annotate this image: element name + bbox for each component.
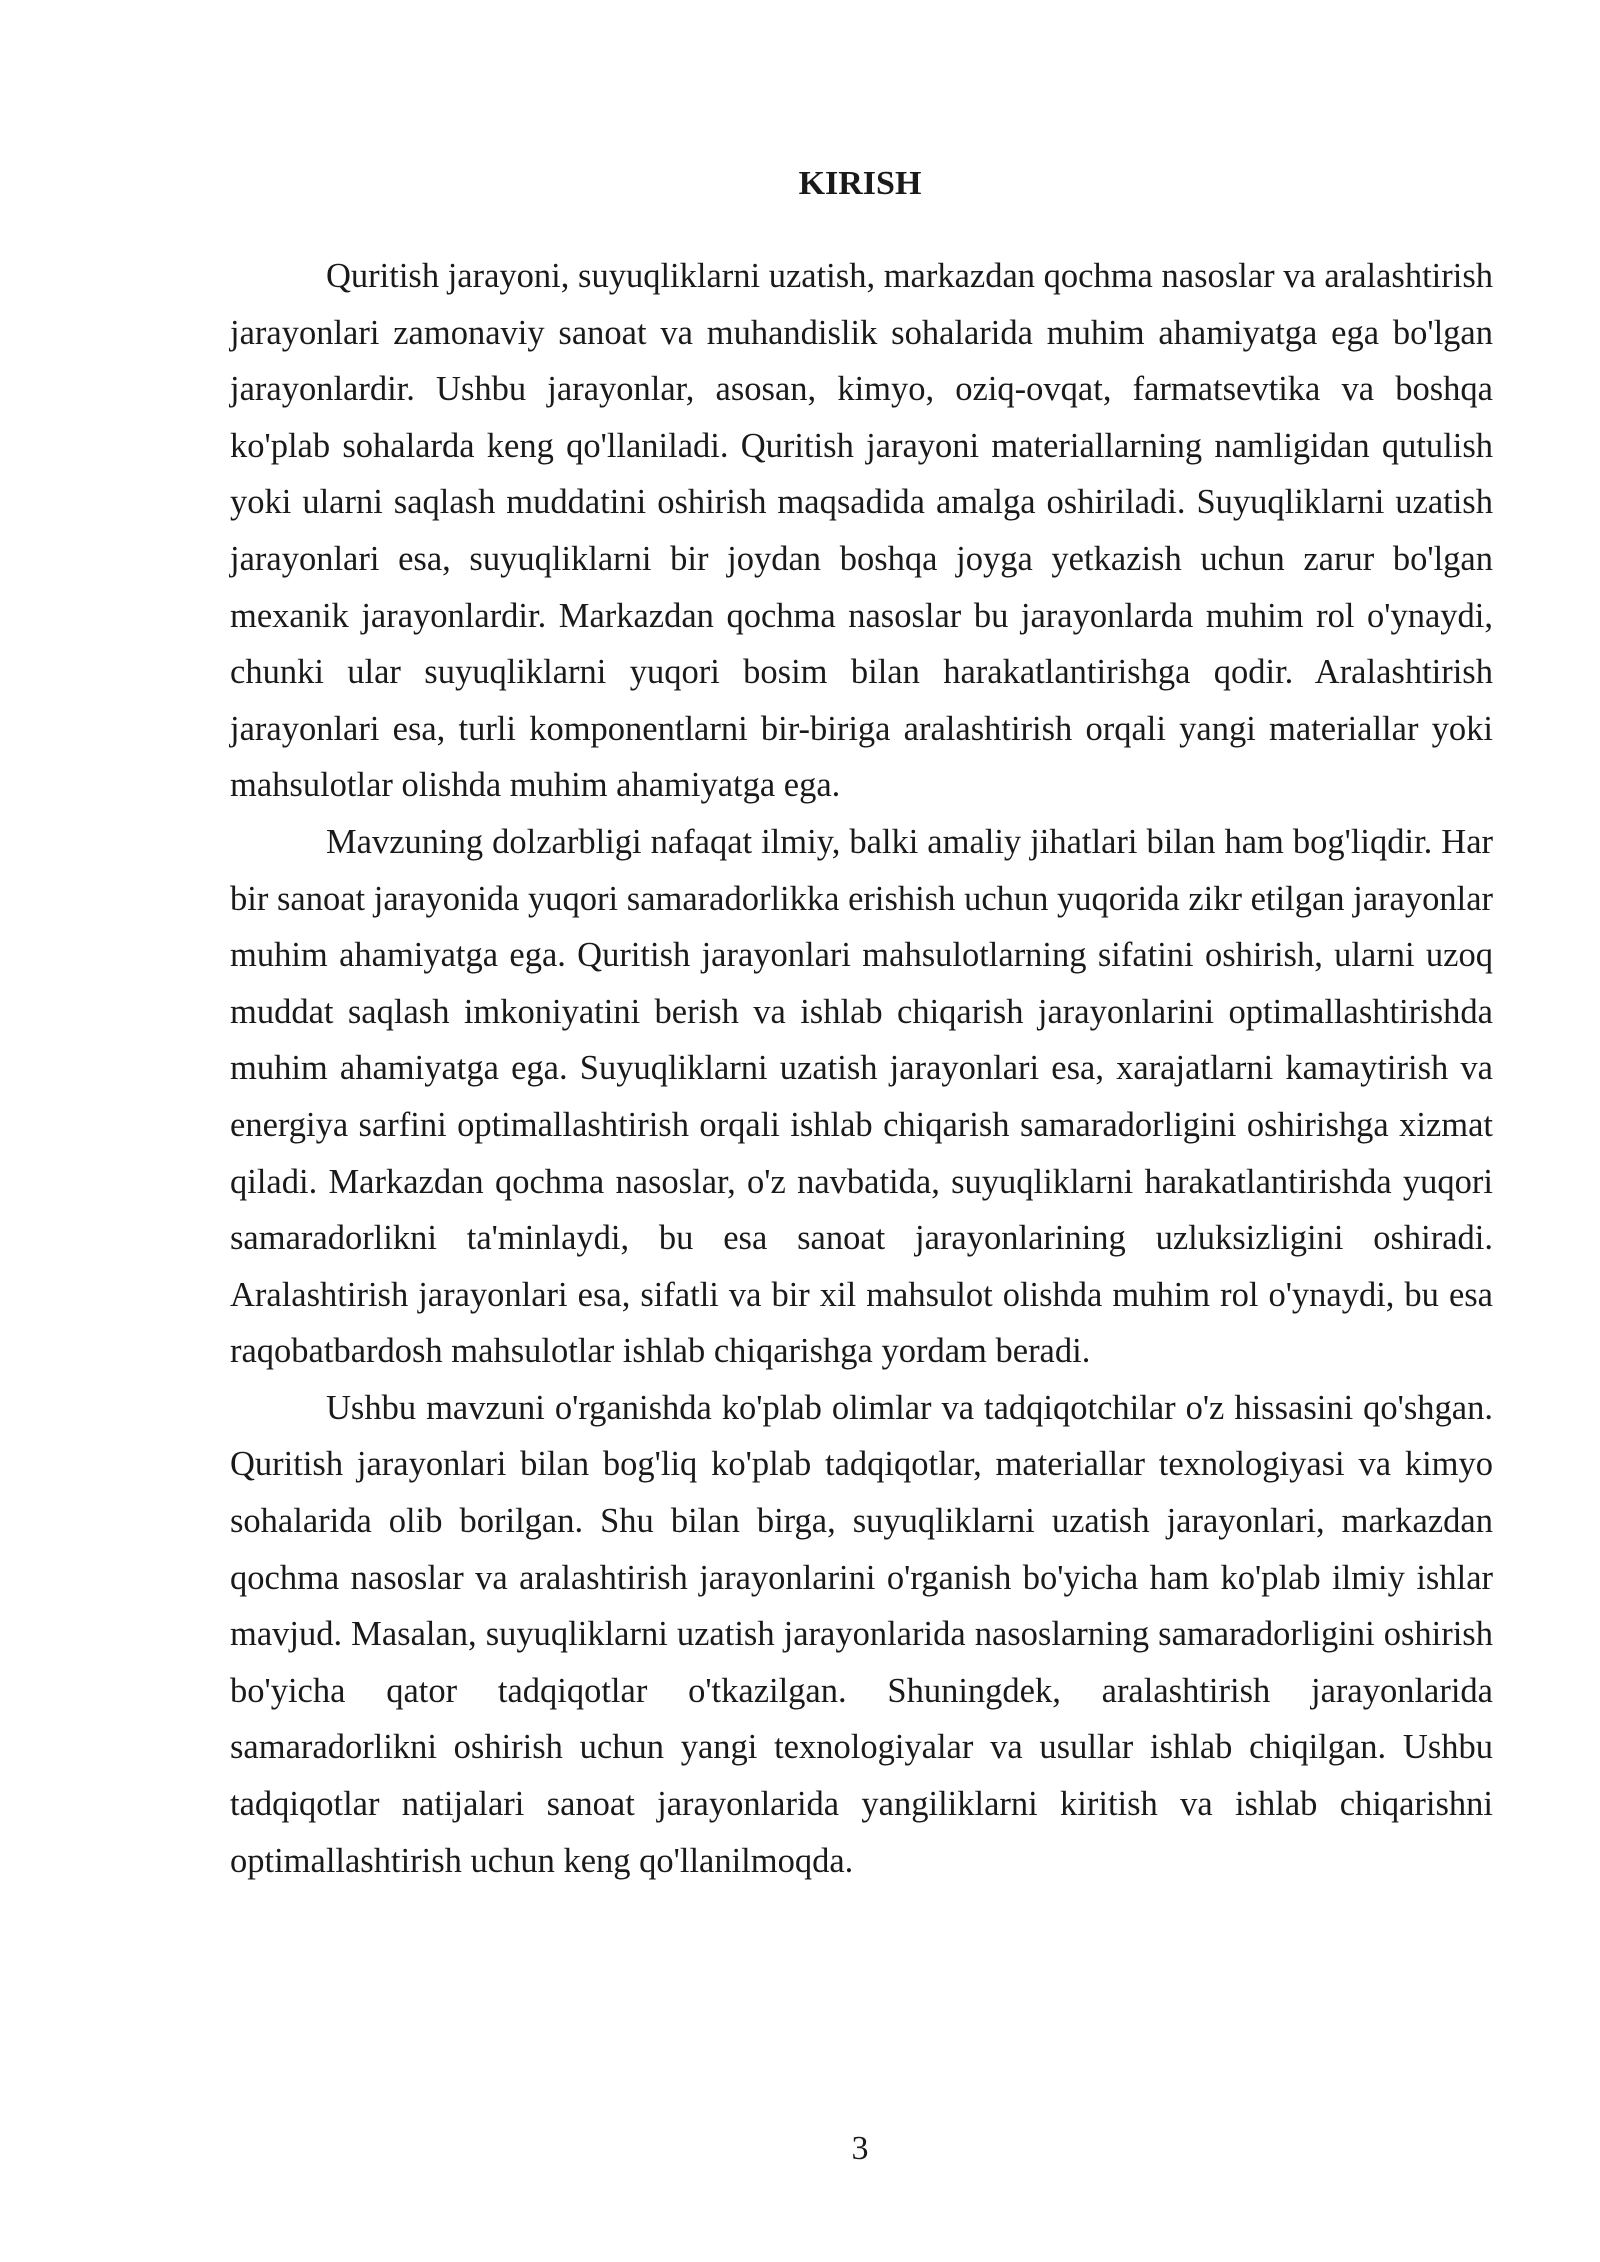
body-text: [230, 248, 1493, 1889]
paragraph-research: Ushbu mavzuni o'rganishda ko'plab olimlar va tadqiqotchilar o'z hissasini qo'shgan. Quritish jarayonlari bilan bog'liq ko'plab tadqiqotlar, materiallar texnologiyasi va kimyo sohalarida olib borilgan. Shu bilan birga, suyuqliklarni uzatish jarayonlari, markazdan qochma nasoslar va aralashtirish jarayonlarini o'rganish bo'yicha ham ko'plab ilmiy ishlar mavjud. Masalan, suyuqliklarni uzatish jarayonlarida nasoslarning samaradorligini oshirish bo'yicha qator tadqiqotlar o'tkazilgan. Shuningdek, aralashtirish jarayonlarida samaradorlikni oshirish uchun yangi texnologiyalar va usullar ishlab chiqilgan. Ushbu tadqiqotlar natijalari sanoat jarayonlarida yangiliklarni kiritish va ishlab chiqarishni optimallashtirish uchun keng qo'llanilmoqda.: [230, 1388, 1493, 1880]
section-title: KIRISH: [798, 165, 922, 202]
paragraph-intro: Quritish jarayoni, suyuqliklarni uzatish, markazdan qochma nasoslar va aralashtirish jarayonlari zamonaviy sanoat va muhandislik sohalarida muhim ahamiyatga ega bo'lgan jarayonlardir. Ushbu jarayonlar, asosan, kimyo, oziq-ovqat, farmatsevtika va boshqa ko'plab sohalarda keng qo'llaniladi. Quritish jarayoni materiallarning namligidan qutulish yoki ularni saqlash muddatini oshirish maqsadida amalga oshiriladi. Suyuqliklarni uzatish jarayonlari esa, suyuqliklarni bir joydan boshqa joyga yetkazish uchun zarur bo'lgan mexanik jarayonlardir. Markazdan qochma nasoslar bu jarayonlarda muhim rol o'ynaydi, chunki ular suyuqliklarni yuqori bosim bilan harakatlantirishga qodir. Aralashtirish jarayonlari esa, turli komponentlarni bir-biriga aralashtirish orqali yangi materiallar yoki mahsulotlar olishda muhim ahamiyatga ega.: [230, 257, 1493, 805]
page-number: 3: [851, 2130, 869, 2167]
paragraph-relevance: Mavzuning dolzarbligi nafaqat ilmiy, balki amaliy jihatlari bilan ham bog'liqdir. Har bir sanoat jarayonida yuqori samaradorlikka erishish uchun yuqorida zikr etilgan jarayonlar muhim ahamiyatga ega. Quritish jarayonlari mahsulotlarning sifatini oshirish, ularni uzoq muddat saqlash imkoniyatini berish va ishlab chiqarish jarayonlarini optimallashtirishda muhim ahamiyatga ega. Suyuqliklarni uzatish jarayonlari esa, xarajatlarni kamaytirish va energiya sarfini optimallashtirish orqali ishlab chiqarish samaradorligini oshirishga xizmat qiladi. Markazdan qochma nasoslar, o'z navbatida, suyuqliklarni harakatlantirishda yuqori samaradorlikni ta'minlaydi, bu esa sanoat jarayonlarining uzluksizligini oshiradi. Aralashtirish jarayonlari esa, sifatli va bir xil mahsulot olishda muhim rol o'ynaydi, bu esa raqobatbardosh mahsulotlar ishlab chiqarishga yordam beradi.: [230, 822, 1493, 1371]
